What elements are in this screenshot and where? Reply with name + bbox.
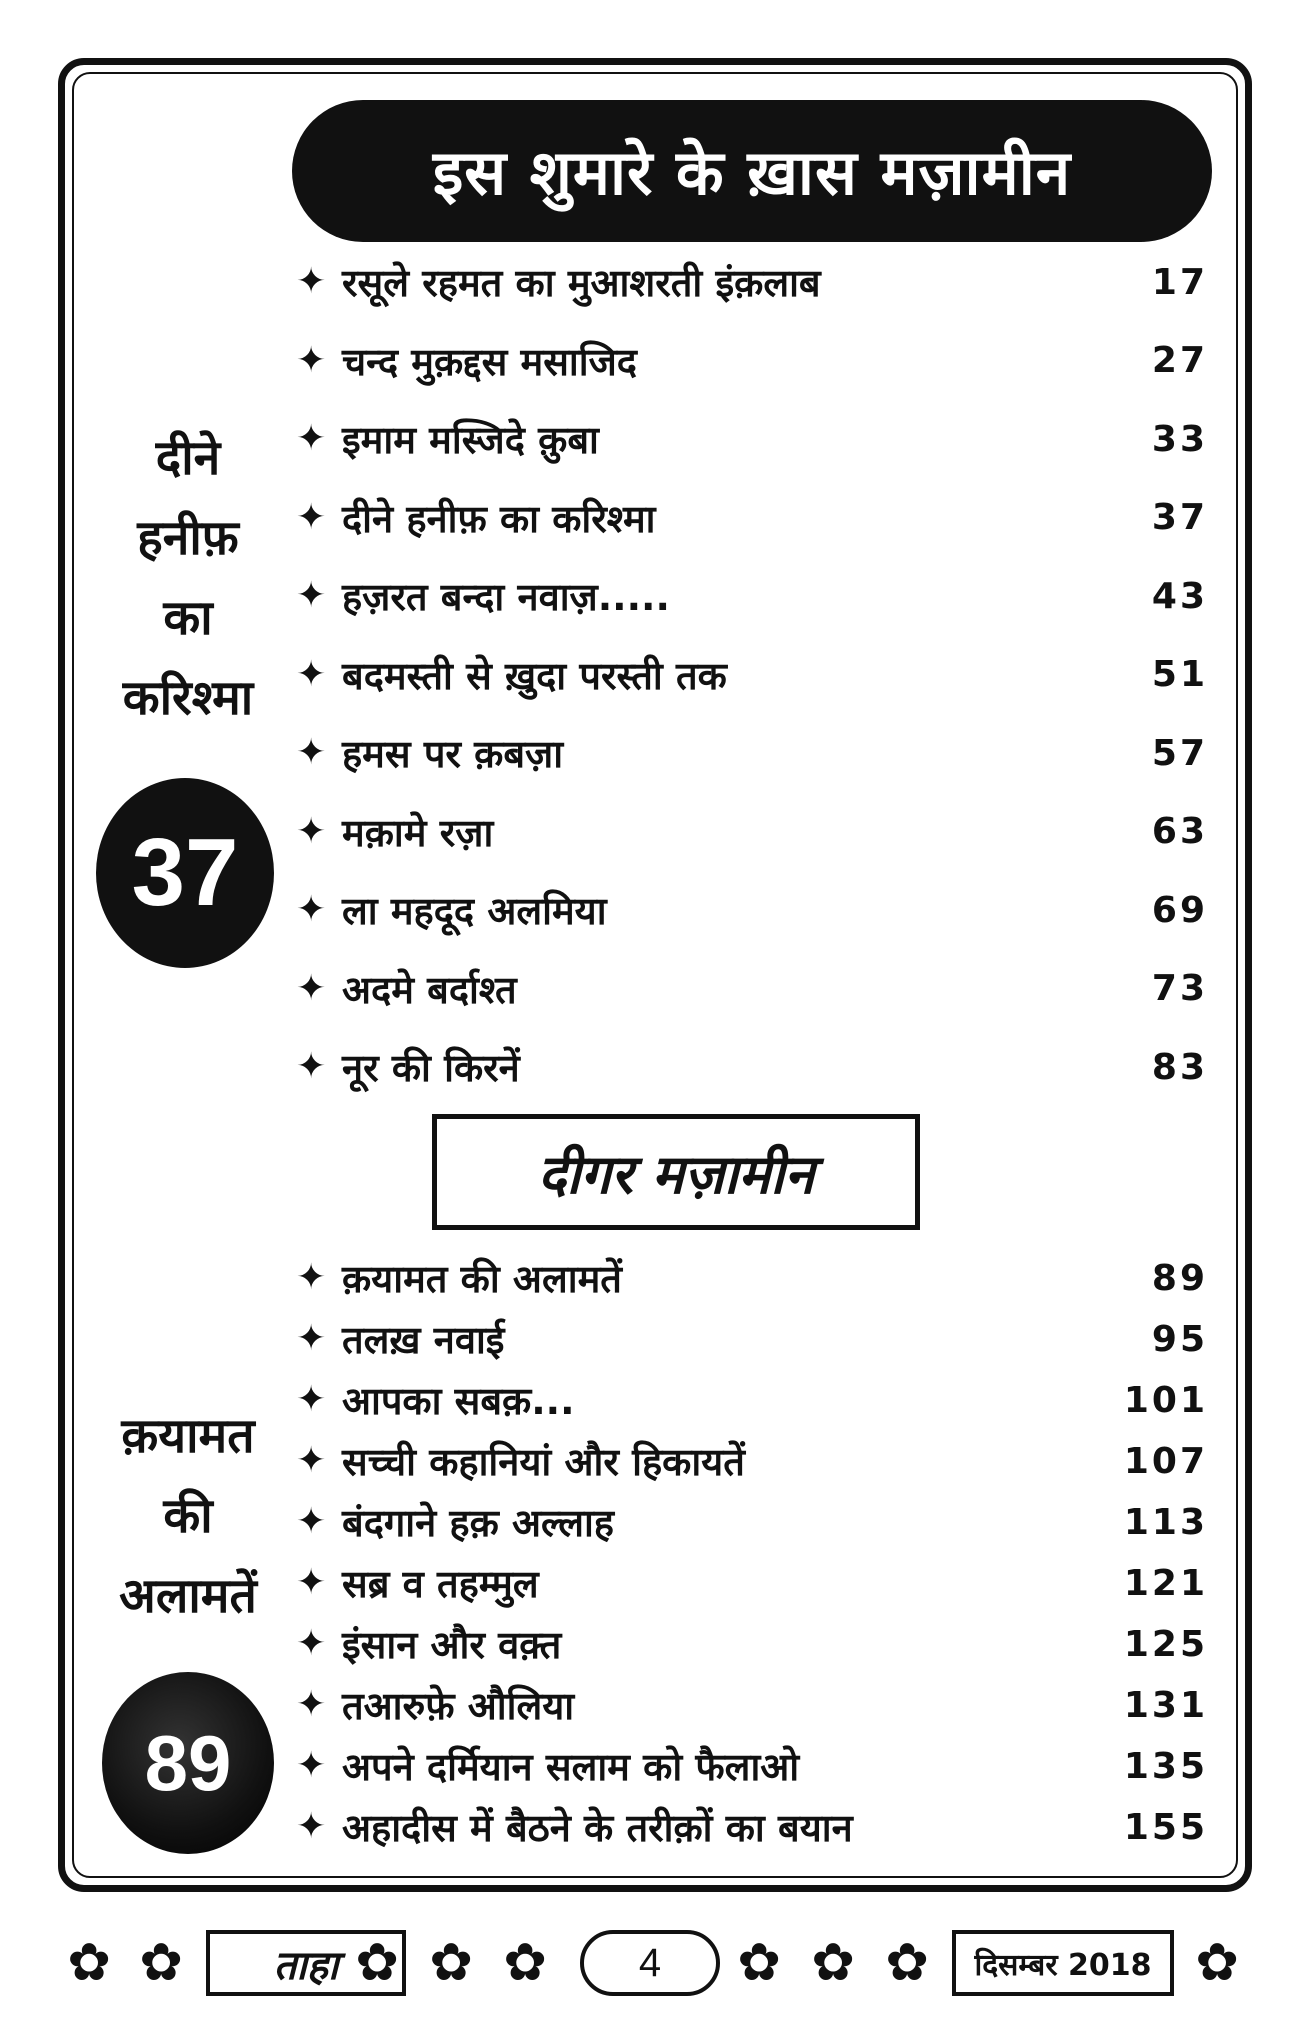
flower-icon: ✿ [355,1933,399,1993]
magazine-name: ताहा [206,1930,406,1996]
toc-entry-page: 83 [1151,1046,1208,1088]
toc-entry-page: 89 [1151,1257,1208,1299]
flower-icon: ✿ [885,1933,929,1993]
toc-entry-page: 107 [1123,1440,1208,1482]
toc-entry-page: 51 [1151,654,1208,695]
flower-icon: ✿ [67,1933,111,1993]
toc-entry-title: अदमे बर्दाश्त [342,967,517,1012]
section2-side-label-line: की [163,1488,213,1544]
toc-entry-page: 121 [1123,1562,1208,1604]
toc-entry [296,488,1208,548]
toc-entry-title: दीने हनीफ़ का करिश्मा [342,496,656,541]
flower-icon: ✿ [503,1933,547,1993]
toc-entry-page: 113 [1123,1501,1208,1543]
toc-entry-page: 17 [1151,261,1208,303]
diamond-star-icon: ✦ [296,653,327,695]
toc-entry [296,331,1208,391]
section1-side-label-line: हनीफ़ [137,510,239,566]
toc-entry-title: सच्ची कहानियां और हिकायतें [342,1440,745,1484]
section2-page-badge: 89 [102,1672,274,1854]
toc-entry [296,645,1208,705]
section1-side-label [88,418,288,738]
footer [58,1920,1252,2010]
toc-entry-page: 63 [1151,811,1208,852]
toc-entry [296,1248,1208,1308]
issue-date: दिसम्बर 2018 [952,1930,1174,1996]
toc-entry-title: मक़ामे रज़ा [342,810,494,855]
toc-entry-title: क़यामत की अलामतें [342,1257,622,1301]
diamond-star-icon: ✦ [296,1440,327,1481]
toc-entry-page: 155 [1123,1806,1208,1848]
toc-entry [296,1675,1208,1735]
page-number: 4 [580,1930,720,1996]
toc-entry-page: 33 [1151,418,1208,460]
section2-side-label-line: अलामतें [119,1568,257,1624]
toc-entry [296,252,1208,312]
diamond-star-icon: ✦ [296,1623,327,1664]
toc-entry-page: 135 [1123,1745,1208,1787]
toc-entry-title: चन्द मुक़द्दस मसाजिद [342,339,637,384]
diamond-star-icon: ✦ [296,889,327,930]
diamond-star-icon: ✦ [296,418,327,459]
toc-entry [296,1797,1208,1857]
toc-entry-title: बंदगाने हक़ अल्लाह [342,1501,614,1545]
toc-entry [296,1309,1208,1369]
diamond-star-icon: ✦ [296,1806,327,1847]
toc-entry-page: 43 [1151,575,1208,617]
toc-entry-page: 125 [1123,1623,1208,1665]
subheader-box: दीगर मज़ामीन [432,1114,920,1230]
diamond-star-icon: ✦ [296,1046,327,1087]
toc-entry [296,1614,1208,1674]
toc-entry [296,1037,1208,1097]
toc-entry-page: 57 [1151,732,1208,774]
page-title: इस शुमारे के ख़ास मज़ामीन [292,100,1212,242]
toc-entry [296,409,1208,469]
toc-entry-title: सब्र व तहम्मुल [342,1562,539,1606]
diamond-star-icon: ✦ [296,1501,327,1542]
toc-entry-title: इमाम मस्जिदे क़ुबा [342,418,599,462]
toc-entry [296,723,1208,783]
diamond-star-icon: ✦ [296,1745,327,1786]
toc-entry [296,566,1208,626]
toc-entry [296,1492,1208,1552]
diamond-star-icon: ✦ [296,575,327,616]
toc-entry-title: नूर की किरनें [342,1046,520,1090]
toc-entry-page: 95 [1151,1318,1208,1360]
toc-entry-page: 37 [1151,497,1208,538]
toc-entry-title: ला महदूद अलमिया [342,889,607,933]
section2-side-label-line: क़यामत [121,1408,255,1464]
flower-icon: ✿ [139,1933,183,1993]
section1-side-label-line: करिश्मा [122,670,254,726]
diamond-star-icon: ✦ [296,1257,327,1298]
section1-side-label-line: का [163,590,213,646]
section2-side-label [88,1396,288,1636]
diamond-star-icon: ✦ [296,810,327,852]
toc-entry-title: अहादीस में बैठने के तरीक़ों का बयान [342,1806,853,1850]
toc-entry-title: इंसान और वक़्त [342,1623,562,1667]
toc-entry [296,1431,1208,1491]
toc-entry-title: तलख़ नवाई [342,1318,505,1362]
toc-entry-title: रसूले रहमत का मुआशरती इंक़लाब [342,261,821,305]
diamond-star-icon: ✦ [296,261,327,302]
toc-entry-page: 69 [1151,889,1208,931]
toc-entry-title: आपका सबक़... [342,1379,575,1423]
diamond-star-icon: ✦ [296,1684,327,1725]
toc-entry-title: अपने दर्मियान सलाम को फैलाओ [342,1745,800,1789]
toc-entry-title: हज़रत बन्दा नवाज़..... [342,575,670,619]
flower-icon: ✿ [811,1933,855,1993]
flower-icon: ✿ [737,1933,781,1993]
toc-entry-title: तआरुफ़े औलिया [342,1684,575,1728]
toc-entry [296,1736,1208,1796]
diamond-star-icon: ✦ [296,1318,327,1359]
diamond-star-icon: ✦ [296,732,327,773]
section1-page-badge: 37 [96,778,274,968]
toc-entry [296,1370,1208,1430]
flower-icon: ✿ [429,1933,473,1993]
toc-entry-page: 27 [1151,340,1208,381]
section1-side-label-line: दीने [155,430,221,486]
toc-entry [296,959,1208,1019]
toc-entry [296,802,1208,862]
diamond-star-icon: ✦ [296,1379,327,1420]
flower-icon: ✿ [1195,1933,1239,1993]
toc-entry-page: 131 [1123,1684,1208,1726]
toc-entry-title: बदमस्ती से ख़ुदा परस्ती तक [342,653,727,698]
diamond-star-icon: ✦ [296,339,327,381]
diamond-star-icon: ✦ [296,1562,327,1603]
toc-entry-page: 101 [1123,1379,1208,1421]
toc-entry-title: हमस पर क़बज़ा [342,732,564,776]
toc-entry-page: 73 [1151,968,1208,1009]
toc-entry [296,1553,1208,1613]
diamond-star-icon: ✦ [296,496,327,538]
toc-entry [296,880,1208,940]
diamond-star-icon: ✦ [296,967,327,1009]
